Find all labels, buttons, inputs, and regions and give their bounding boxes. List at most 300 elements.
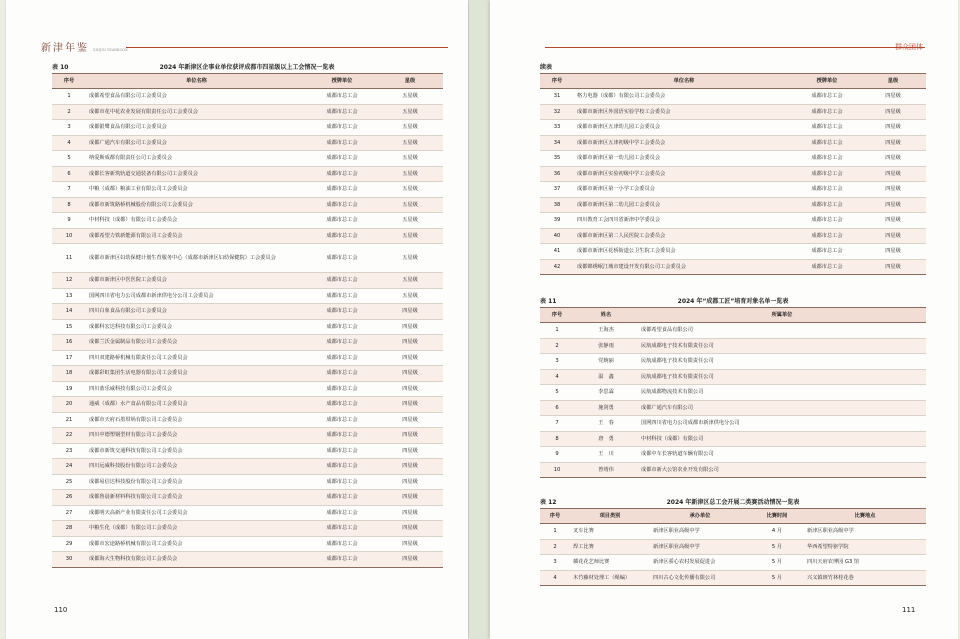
table-cell: 4 月 xyxy=(750,524,804,540)
table-cell: 兴义镇斑竹林桂花巷 xyxy=(804,570,926,586)
table-row xyxy=(52,381,443,397)
table-cell: 5 xyxy=(52,151,86,167)
table-row xyxy=(540,385,926,401)
table-cell: 2 xyxy=(52,104,86,120)
table-cell: 18 xyxy=(52,366,86,382)
table-cell: 成都市总工会 xyxy=(307,197,377,213)
brand-subtitle: XINJIN YEARBOOK xyxy=(93,48,128,52)
table-cell: 党婉丽 xyxy=(574,354,638,370)
table-cell: 成都市新大公馆农业开发有限公司 xyxy=(638,462,926,478)
table-10-caption xyxy=(52,62,442,70)
table-cell: 成都易信达科技股份有限公司工会委员会 xyxy=(86,474,307,490)
table-cell: 42 xyxy=(540,259,574,275)
column-header: 单位名称 xyxy=(86,74,307,89)
table-cell: 36 xyxy=(540,166,574,182)
table-cell: 成都长客新筑轨道交通装备有限公司工会委员会 xyxy=(86,166,307,182)
table-cell: 成都市总工会 xyxy=(307,505,377,521)
table-cell: 21 xyxy=(52,412,86,428)
table-row xyxy=(52,443,443,459)
table-cell: 成都市总工会 xyxy=(307,397,377,413)
table-cell: 四川双建路桥机械有限责任公司工会委员会 xyxy=(86,350,307,366)
table-cell: 四川白象食品有限公司工会委员会 xyxy=(86,304,307,320)
table-cell: 成都市总工会 xyxy=(307,120,377,136)
table-cell: 张静雨 xyxy=(574,338,638,354)
table-cell: 成都兰沃金属制品有限公司工会委员会 xyxy=(86,335,307,351)
table-cell: 成都市总工会 xyxy=(307,213,377,229)
table-row xyxy=(540,416,926,432)
section-title: 群众团体 xyxy=(895,43,923,51)
table-row xyxy=(52,412,443,428)
table-header-row xyxy=(540,308,926,323)
table-cell: 唐 勇 xyxy=(574,431,638,447)
column-header: 序号 xyxy=(540,308,574,323)
table-cell: 24 xyxy=(52,459,86,475)
table-row xyxy=(52,505,443,521)
table-row xyxy=(540,431,926,447)
table-row xyxy=(52,552,443,568)
table-row xyxy=(540,89,926,105)
table-cell: 成都市总工会 xyxy=(794,89,860,105)
table-10-continued-caption xyxy=(540,62,920,70)
table-cell: 成都市总工会 xyxy=(307,288,377,304)
table-continued-label: 续表 xyxy=(540,64,553,71)
table-cell: 成都希望食品有限公司 xyxy=(638,323,926,339)
table-row xyxy=(540,244,926,260)
table-cell: 成都市总工会 xyxy=(794,166,860,182)
table-row xyxy=(540,338,926,354)
table-cell: 民航成都物流技术有限公司 xyxy=(638,385,926,401)
table-cell: 34 xyxy=(540,135,574,151)
table-number: 表 10 xyxy=(52,64,69,71)
table-cell: 33 xyxy=(540,120,574,136)
table-cell: 四星级 xyxy=(377,381,443,397)
table-cell: 27 xyxy=(52,505,86,521)
table-cell: 五星级 xyxy=(377,151,443,167)
table-cell: 格力电器（成都）有限公司工会委员会 xyxy=(574,89,794,105)
column-header: 承办单位 xyxy=(650,509,750,524)
table-cell: 28 xyxy=(52,521,86,537)
column-header: 比赛时间 xyxy=(750,509,804,524)
table-cell: 四星级 xyxy=(377,366,443,382)
table-cell: 四星级 xyxy=(377,304,443,320)
brand-title: 新津年鉴 xyxy=(41,43,89,54)
table-cell: 6 xyxy=(540,400,574,416)
table-cell: 成都明天高新产业有限责任公司工会委员会 xyxy=(86,505,307,521)
table-cell: 15 xyxy=(52,319,86,335)
table-cell: 7 xyxy=(540,416,574,432)
table-cell: 1 xyxy=(52,89,86,105)
table-row xyxy=(52,335,443,351)
table-row xyxy=(540,555,926,571)
table-cell: 四星级 xyxy=(377,443,443,459)
table-title: 2024 年新津区总工会开展二类赛活动情况一览表 xyxy=(666,499,800,506)
table-10 xyxy=(52,73,443,568)
table-cell: 1 xyxy=(540,524,570,540)
table-cell: 14 xyxy=(52,304,86,320)
table-cell: 成都市总工会 xyxy=(794,120,860,136)
table-cell: 中粮生化（成都）有限公司工会委员会 xyxy=(86,521,307,537)
table-row xyxy=(540,462,926,478)
table-cell: 8 xyxy=(52,197,86,213)
table-cell: 31 xyxy=(540,89,574,105)
table-cell: 成都希望食品有限公司工会委员会 xyxy=(86,89,307,105)
table-cell: 成都市总工会 xyxy=(794,104,860,120)
book-gutter xyxy=(469,0,489,639)
table-cell: 成都市总工会 xyxy=(307,443,377,459)
table-cell: 成都市新津区中医医院工会委员会 xyxy=(86,273,307,289)
table-cell: 成都市总工会 xyxy=(307,412,377,428)
table-cell: 8 xyxy=(540,431,574,447)
table-cell: 17 xyxy=(52,350,86,366)
table-cell: 五星级 xyxy=(377,104,443,120)
table-cell: 民航成都电子技术有限责任公司 xyxy=(638,369,926,385)
column-header: 授牌单位 xyxy=(307,74,377,89)
table-cell: 新津区骄心农村发展促进会 xyxy=(650,555,750,571)
table-cell: 成都希望力铁新能源有限公司工会委员会 xyxy=(86,228,307,244)
table-row xyxy=(52,182,443,198)
table-cell: 插花花艺师比赛 xyxy=(570,555,650,571)
table-row xyxy=(52,89,443,105)
table-cell: 四星级 xyxy=(860,259,926,275)
table-cell: 成都市总工会 xyxy=(307,490,377,506)
table-row xyxy=(540,151,926,167)
table-cell: 木竹藤材处理工（绳编） xyxy=(570,570,650,586)
table-cell: 40 xyxy=(540,228,574,244)
column-header: 序号 xyxy=(540,509,570,524)
table-row xyxy=(540,400,926,416)
table-cell: 王 春 xyxy=(574,416,638,432)
table-row xyxy=(52,366,443,382)
table-cell: 纳爱斯成都有限责任公司工会委员会 xyxy=(86,151,307,167)
table-row xyxy=(540,524,926,540)
table-cell: 成都市新津区第一幼儿园工会委员会 xyxy=(574,151,794,167)
table-row xyxy=(540,135,926,151)
table-row xyxy=(52,459,443,475)
table-row xyxy=(52,319,443,335)
table-cell: 四星级 xyxy=(377,335,443,351)
table-cell: 华西希望特驱学院 xyxy=(804,539,926,555)
table-cell: 26 xyxy=(52,490,86,506)
table-cell: 35 xyxy=(540,151,574,167)
table-cell: 5 xyxy=(540,385,574,401)
table-number: 表 11 xyxy=(540,298,557,305)
table-cell: 12 xyxy=(52,273,86,289)
table-cell: 38 xyxy=(540,197,574,213)
table-cell: 10 xyxy=(52,228,86,244)
column-header: 姓名 xyxy=(574,308,638,323)
table-cell: 29 xyxy=(52,536,86,552)
table-cell: 温 鑫 xyxy=(574,369,638,385)
table-cell: 成都市新津区五津初级中学工会委员会 xyxy=(574,135,794,151)
table-cell: 25 xyxy=(52,474,86,490)
table-12-caption xyxy=(540,497,926,505)
table-row xyxy=(52,104,443,120)
table-cell: 成都市总工会 xyxy=(307,350,377,366)
table-row xyxy=(540,228,926,244)
table-cell: 成都市总工会 xyxy=(307,428,377,444)
table-cell: 四星级 xyxy=(860,182,926,198)
table-cell: 五星级 xyxy=(377,135,443,151)
table-cell: 3 xyxy=(540,555,570,571)
table-cell: 成都市新津区五津幼儿园工会委员会 xyxy=(574,120,794,136)
table-row xyxy=(540,570,926,586)
table-cell: 成都市总工会 xyxy=(307,89,377,105)
table-cell: 国网四川省电力公司成都市新津供电分公司工会委员会 xyxy=(86,288,307,304)
table-cell: 五星级 xyxy=(377,244,443,273)
table-cell: 五星级 xyxy=(377,120,443,136)
table-cell: 成都市总工会 xyxy=(307,459,377,475)
table-cell: 4 xyxy=(540,570,570,586)
table-cell: 成都市新津区外国语实验学校工会委员会 xyxy=(574,104,794,120)
table-cell: 成都市新津区第二人民医院工会委员会 xyxy=(574,228,794,244)
table-cell: 成都市新津区第一小学工会委员会 xyxy=(574,182,794,198)
table-cell: 中粮（成都）粮油工业有限公司工会委员会 xyxy=(86,182,307,198)
table-row xyxy=(52,166,443,182)
column-header: 项目类别 xyxy=(570,509,650,524)
table-cell: 四星级 xyxy=(377,397,443,413)
table-cell: 四星级 xyxy=(377,536,443,552)
yearbook-brand xyxy=(41,36,128,52)
table-cell: 41 xyxy=(540,244,574,260)
table-cell: 2 xyxy=(540,338,574,354)
table-cell: 成都科宏达科技有限公司工会委员会 xyxy=(86,319,307,335)
table-cell: 成都市总工会 xyxy=(307,135,377,151)
table-cell: 成都市天府石墨坩埚有限公司工会委员会 xyxy=(86,412,307,428)
table-cell: 成都市新津区妇幼保健计划生育服务中心（成都市新津区妇幼保健院）工会委员会 xyxy=(86,244,307,273)
table-cell: 成都市总工会 xyxy=(794,259,860,275)
table-cell: 成都市总工会 xyxy=(794,182,860,198)
table-cell: 6 xyxy=(52,166,86,182)
table-cell: 成都市总工会 xyxy=(307,166,377,182)
table-cell: 四星级 xyxy=(377,319,443,335)
table-cell: 四星级 xyxy=(860,104,926,120)
table-row xyxy=(540,259,926,275)
table-row xyxy=(540,197,926,213)
table-cell: 四川教育工会四川省新津中学委员会 xyxy=(574,213,794,229)
table-cell: 5 月 xyxy=(750,555,804,571)
table-row xyxy=(52,228,443,244)
table-cell: 成都市花中花农业发展有限责任公司工会委员会 xyxy=(86,104,307,120)
table-title: 2024 年新津区企事业单位获评成都市四星级以上工会情况一览表 xyxy=(159,64,335,71)
table-cell: 成都市新筑交通科技有限公司工会委员会 xyxy=(86,443,307,459)
table-cell: 施剑勇 xyxy=(574,400,638,416)
table-cell: 成都市总工会 xyxy=(307,521,377,537)
table-cell: 五星级 xyxy=(377,213,443,229)
table-cell: 4 xyxy=(52,135,86,151)
table-row xyxy=(52,428,443,444)
table-cell: 中材科技（成都）有限公司工会委员会 xyxy=(86,213,307,229)
table-cell: 成都中车长客轨道车辆有限公司 xyxy=(638,447,926,463)
table-11-caption xyxy=(540,296,926,304)
table-cell: 成都广通汽车有限公司 xyxy=(638,400,926,416)
table-title: 2024 年“成都工匠”培育对象名单一览表 xyxy=(677,298,789,305)
table-cell: 1 xyxy=(540,323,574,339)
right-page xyxy=(490,0,958,639)
table-cell: 成都市总工会 xyxy=(307,244,377,273)
table-row xyxy=(540,539,926,555)
page-number: 110 xyxy=(54,606,68,614)
column-header: 序号 xyxy=(52,74,86,89)
table-cell: 新津区职业高级中学 xyxy=(650,524,750,540)
table-cell: 中材科技（成都）有限公司 xyxy=(638,431,926,447)
table-row xyxy=(540,323,926,339)
table-cell: 五星级 xyxy=(377,288,443,304)
table-cell: 成都市宏途路桥机械有限公司工会委员会 xyxy=(86,536,307,552)
table-cell: 成都市总工会 xyxy=(307,228,377,244)
left-page xyxy=(6,0,468,639)
table-cell: 成都市总工会 xyxy=(307,304,377,320)
table-cell: 成都市总工会 xyxy=(307,474,377,490)
table-cell: 2 xyxy=(540,539,570,555)
table-cell: 3 xyxy=(52,120,86,136)
table-cell: 成都市总工会 xyxy=(307,319,377,335)
table-cell: 叉车比赛 xyxy=(570,524,650,540)
table-row xyxy=(52,304,443,320)
column-header: 星级 xyxy=(377,74,443,89)
table-row xyxy=(52,521,443,537)
table-cell: 5 月 xyxy=(750,539,804,555)
table-cell: 成都市总工会 xyxy=(307,381,377,397)
column-header: 单位名称 xyxy=(574,74,794,89)
table-cell: 国网四川省电力公司成都市新津供电分公司 xyxy=(638,416,926,432)
table-cell: 成都市总工会 xyxy=(307,151,377,167)
table-cell: 19 xyxy=(52,381,86,397)
table-cell: 16 xyxy=(52,335,86,351)
table-row xyxy=(540,213,926,229)
table-cell: 新津区职业高级中学 xyxy=(650,539,750,555)
table-cell: 22 xyxy=(52,428,86,444)
table-cell: 四星级 xyxy=(377,474,443,490)
table-cell: 成都市总工会 xyxy=(307,335,377,351)
table-cell: 四星级 xyxy=(377,459,443,475)
table-cell: 13 xyxy=(52,288,86,304)
table-cell: 民航成都电子技术有限责任公司 xyxy=(638,338,926,354)
table-row xyxy=(52,397,443,413)
table-cell: 四星级 xyxy=(860,244,926,260)
table-cell: 四星级 xyxy=(860,197,926,213)
table-10-continued xyxy=(540,73,926,275)
table-cell: 9 xyxy=(540,447,574,463)
table-cell: 王海杰 xyxy=(574,323,638,339)
table-cell: 7 xyxy=(52,182,86,198)
table-row xyxy=(52,120,443,136)
table-header-row xyxy=(540,509,926,524)
table-row xyxy=(52,288,443,304)
table-row xyxy=(540,354,926,370)
table-cell: 五星级 xyxy=(377,273,443,289)
table-row xyxy=(540,166,926,182)
table-cell: 四星级 xyxy=(860,151,926,167)
table-cell: 成都市总工会 xyxy=(307,104,377,120)
table-cell: 四星级 xyxy=(377,350,443,366)
table-cell: 五星级 xyxy=(377,228,443,244)
column-header: 序号 xyxy=(540,74,574,89)
table-cell: 成都市新津区花桥街道公卫生院工会委员会 xyxy=(574,244,794,260)
table-cell: 新津区职业高级中学 xyxy=(804,524,926,540)
table-cell: 5 月 xyxy=(750,570,804,586)
table-cell: 四川天府农博园 G3 馆 xyxy=(804,555,926,571)
table-cell: 通威（成都）水产食品有限公司工会委员会 xyxy=(86,397,307,413)
table-12 xyxy=(540,508,926,586)
table-cell: 五星级 xyxy=(377,182,443,198)
table-cell: 3 xyxy=(540,354,574,370)
table-cell: 四星级 xyxy=(377,552,443,568)
table-cell: 成都市总工会 xyxy=(307,366,377,382)
header-rule xyxy=(126,47,448,48)
table-row xyxy=(52,244,443,273)
table-cell: 成都市总工会 xyxy=(794,135,860,151)
page-number: 111 xyxy=(902,606,916,614)
header-rule xyxy=(545,47,925,48)
table-cell: 焊工比赛 xyxy=(570,539,650,555)
table-cell: 四星级 xyxy=(860,135,926,151)
table-cell: 成都市总工会 xyxy=(307,552,377,568)
table-cell: 32 xyxy=(540,104,574,120)
table-cell: 10 xyxy=(540,462,574,478)
table-cell: 成都市总工会 xyxy=(794,197,860,213)
table-11 xyxy=(540,307,926,478)
table-cell: 四星级 xyxy=(860,166,926,182)
table-cell: 成都海大生物科技有限公司工会委员会 xyxy=(86,552,307,568)
table-cell: 成都市总工会 xyxy=(794,228,860,244)
table-cell: 成都市总工会 xyxy=(307,182,377,198)
table-header-row xyxy=(52,74,443,89)
table-cell: 四星级 xyxy=(377,521,443,537)
table-cell: 成都彩虹集团生活电器有限公司工会委员会 xyxy=(86,366,307,382)
table-cell: 成都鲁晨新材料科技有限公司工会委员会 xyxy=(86,490,307,506)
table-row xyxy=(540,182,926,198)
table-cell: 成都广通汽车有限公司工会委员会 xyxy=(86,135,307,151)
table-row xyxy=(52,213,443,229)
table-row xyxy=(52,197,443,213)
table-row xyxy=(52,474,443,490)
table-cell: 李思霖 xyxy=(574,385,638,401)
column-header: 比赛地点 xyxy=(804,509,926,524)
table-row xyxy=(52,273,443,289)
table-row xyxy=(52,350,443,366)
table-cell: 曾靖伟 xyxy=(574,462,638,478)
table-cell: 王 川 xyxy=(574,447,638,463)
column-header: 星级 xyxy=(860,74,926,89)
table-cell: 成都锦绣岷江城市建设开发有限公司工会委员会 xyxy=(574,259,794,275)
table-cell: 四星级 xyxy=(377,505,443,521)
table-row xyxy=(540,447,926,463)
table-cell: 四川蓝乐威科技有限公司工会委员会 xyxy=(86,381,307,397)
table-cell: 五星级 xyxy=(377,197,443,213)
column-header: 所属单位 xyxy=(638,308,926,323)
table-cell: 四星级 xyxy=(860,228,926,244)
table-cell: 四星级 xyxy=(377,490,443,506)
table-cell: 成都市新津区第二幼儿园工会委员会 xyxy=(574,197,794,213)
table-cell: 成都市总工会 xyxy=(307,273,377,289)
table-cell: 四星级 xyxy=(377,412,443,428)
table-row xyxy=(540,120,926,136)
table-header-row xyxy=(540,74,926,89)
table-cell: 23 xyxy=(52,443,86,459)
column-header: 授牌单位 xyxy=(794,74,860,89)
table-cell: 成都市总工会 xyxy=(794,151,860,167)
table-cell: 五星级 xyxy=(377,166,443,182)
table-cell: 成都市总工会 xyxy=(794,244,860,260)
table-cell: 9 xyxy=(52,213,86,229)
table-cell: 20 xyxy=(52,397,86,413)
table-cell: 成都市总工会 xyxy=(794,213,860,229)
table-cell: 四川远威科技股份有限公司工会委员会 xyxy=(86,459,307,475)
table-cell: 五星级 xyxy=(377,89,443,105)
table-cell: 37 xyxy=(540,182,574,198)
table-row xyxy=(52,151,443,167)
table-row xyxy=(52,536,443,552)
